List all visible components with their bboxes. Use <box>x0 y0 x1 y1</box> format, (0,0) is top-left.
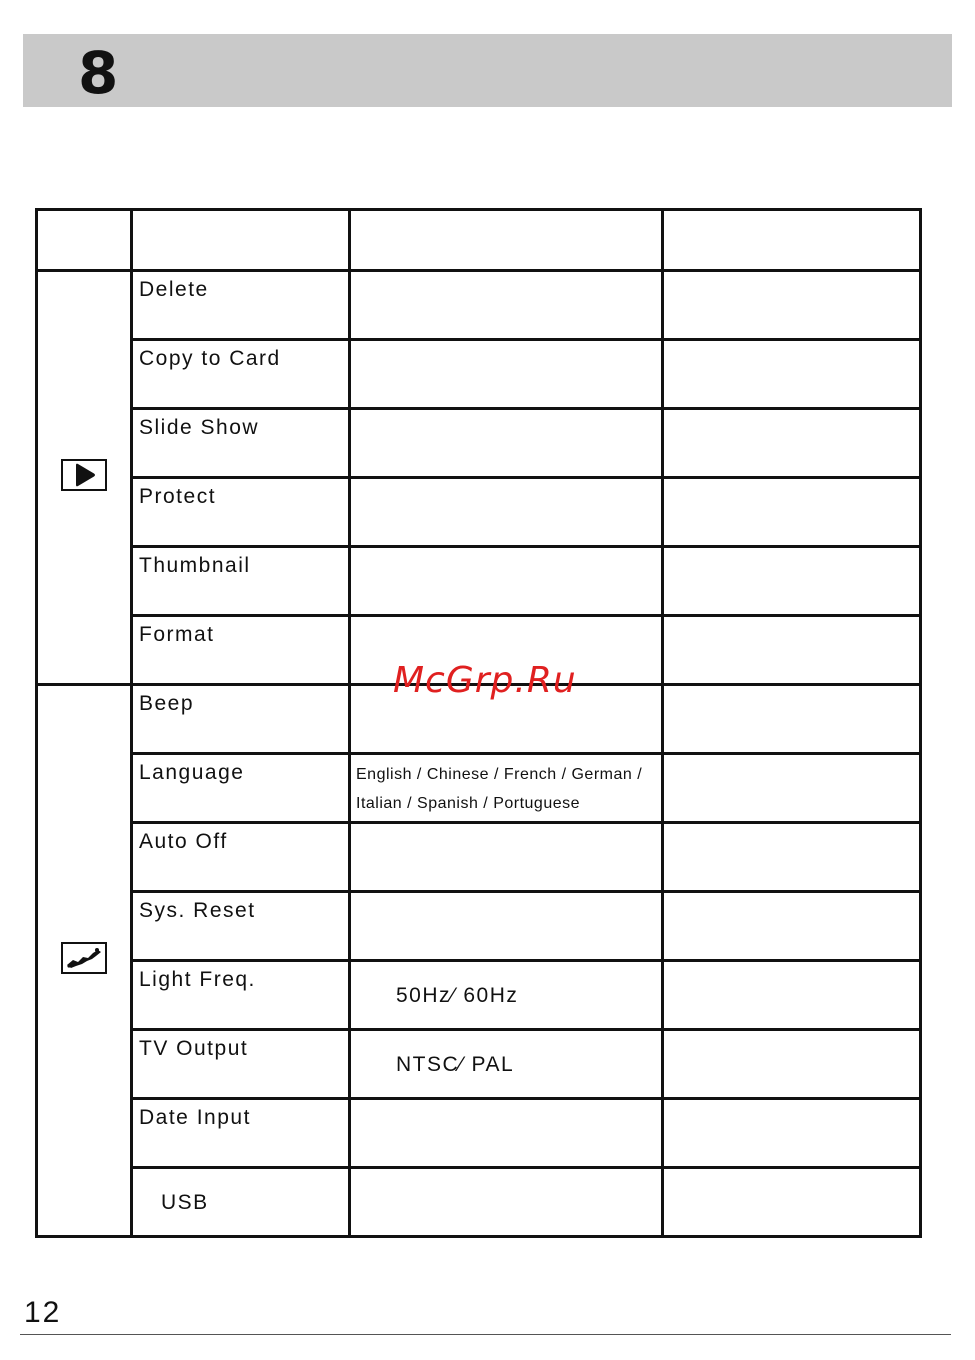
notes-cell <box>663 892 921 961</box>
item-label: Light Freq. <box>139 968 256 991</box>
section-number: 8 <box>78 39 119 107</box>
notes-cell <box>663 1030 921 1099</box>
item-label: Date Input <box>139 1106 251 1129</box>
item-label: Sys. Reset <box>139 899 256 922</box>
item-label: Beep <box>139 692 195 715</box>
item-label: Thumbnail <box>139 554 251 577</box>
item-label-cell <box>132 271 350 340</box>
item-label: Language <box>139 761 245 784</box>
header-cell-mode <box>37 210 132 271</box>
header-cell-options <box>350 210 663 271</box>
notes-cell <box>663 409 921 478</box>
options-cell <box>350 409 663 478</box>
table-row <box>37 892 921 961</box>
language-options-line1: English / Chinese / French / German / <box>356 766 643 783</box>
item-label: Slide Show <box>139 416 260 439</box>
table-row <box>37 409 921 478</box>
notes-cell <box>663 754 921 823</box>
item-label-cell <box>132 478 350 547</box>
table-row <box>37 340 921 409</box>
options-cell <box>350 754 663 823</box>
table-row <box>37 271 921 340</box>
item-label-cell <box>132 823 350 892</box>
table-row <box>37 547 921 616</box>
notes-cell <box>663 478 921 547</box>
light-freq-options: 50Hz∕ 60Hz <box>396 984 519 1007</box>
table-row <box>37 823 921 892</box>
item-label: TV Output <box>139 1037 249 1060</box>
section-header-bar <box>23 34 952 107</box>
item-label-cell <box>132 547 350 616</box>
table-row <box>37 1030 921 1099</box>
notes-cell <box>663 685 921 754</box>
table-header-row <box>37 210 921 271</box>
options-cell <box>350 961 663 1030</box>
options-cell <box>350 271 663 340</box>
notes-cell <box>663 616 921 685</box>
table-row <box>37 1168 921 1237</box>
options-cell <box>350 1099 663 1168</box>
menu-table <box>35 208 922 1238</box>
item-label-cell <box>132 685 350 754</box>
tv-output-options: NTSC∕ PAL <box>396 1053 515 1076</box>
setup-mode-cell <box>37 685 132 1237</box>
item-label: USB <box>161 1191 209 1214</box>
header-cell-item <box>132 210 350 271</box>
options-cell <box>350 478 663 547</box>
item-label-cell <box>132 616 350 685</box>
language-options-line2: Italian / Spanish / Portuguese <box>356 795 581 812</box>
item-label: Protect <box>139 485 217 508</box>
item-label-cell <box>132 754 350 823</box>
table-row <box>37 478 921 547</box>
footer-divider <box>20 1334 951 1335</box>
item-label: Format <box>139 623 215 646</box>
item-label: Auto Off <box>139 830 228 853</box>
play-mode-icon <box>61 459 107 491</box>
notes-cell <box>663 271 921 340</box>
header-cell-notes <box>663 210 921 271</box>
playback-mode-cell <box>37 271 132 685</box>
options-cell <box>350 892 663 961</box>
watermark-text: McGrp.Ru <box>393 660 577 701</box>
item-label-cell <box>132 961 350 1030</box>
options-cell <box>350 547 663 616</box>
notes-cell <box>663 1099 921 1168</box>
notes-cell <box>663 547 921 616</box>
notes-cell <box>663 823 921 892</box>
notes-cell <box>663 1168 921 1237</box>
table-row <box>37 1099 921 1168</box>
item-label-cell <box>132 892 350 961</box>
menu-table-container <box>35 208 919 1235</box>
item-label-cell <box>132 409 350 478</box>
table-row <box>37 961 921 1030</box>
item-label-cell <box>132 1168 350 1237</box>
item-label: Copy to Card <box>139 347 281 370</box>
page-number: 12 <box>24 1296 62 1329</box>
options-cell <box>350 1168 663 1237</box>
setup-mode-icon <box>61 942 107 974</box>
item-label-cell <box>132 1099 350 1168</box>
item-label-cell <box>132 1030 350 1099</box>
options-cell <box>350 1030 663 1099</box>
options-cell <box>350 340 663 409</box>
table-row <box>37 754 921 823</box>
item-label-cell <box>132 340 350 409</box>
options-cell <box>350 823 663 892</box>
notes-cell <box>663 340 921 409</box>
item-label: Delete <box>139 278 209 301</box>
notes-cell <box>663 961 921 1030</box>
